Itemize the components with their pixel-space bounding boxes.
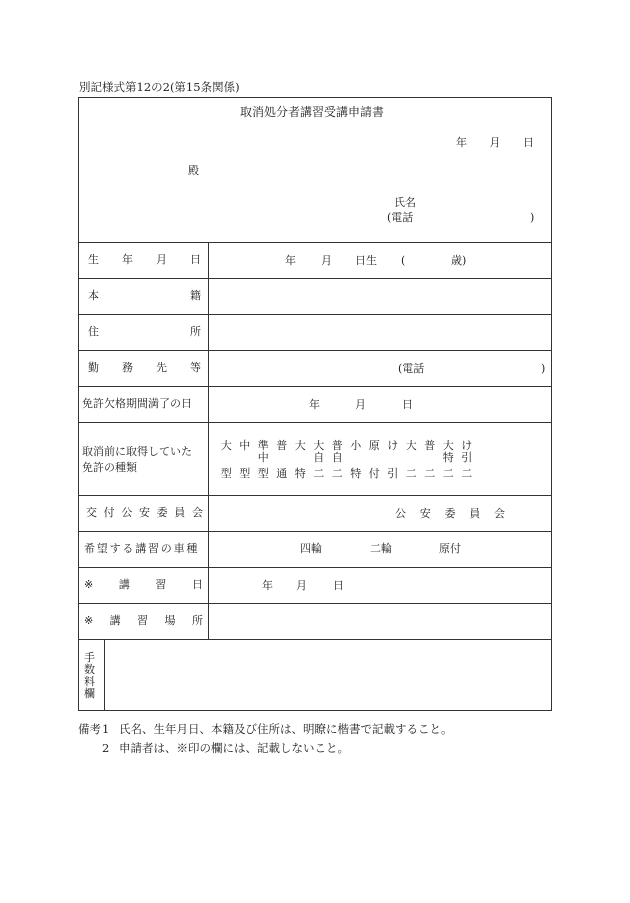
label-char: 員: [174, 506, 186, 519]
label-char: 等: [190, 361, 201, 374]
age-open: (: [401, 254, 406, 267]
label-char: 数: [84, 662, 95, 676]
label-char: 講: [118, 578, 130, 591]
domicile-label: [88, 290, 201, 301]
label-char: 交: [86, 506, 97, 519]
date-month: 月: [489, 136, 501, 149]
form-header: 別記様式第12の2(第15条関係): [79, 80, 240, 94]
workplace-phone-close: ): [541, 362, 546, 375]
notes-prefix: 備考: [78, 722, 101, 736]
license-type-list: [217, 440, 476, 480]
license-type-option[interactable]: 普 自 二: [331, 439, 343, 481]
label-char: 日: [190, 253, 201, 266]
course-day-unit: 日: [333, 579, 344, 592]
label-char: 生: [88, 253, 99, 266]
label-char: 所: [190, 325, 201, 338]
license-type-option[interactable]: 準 中 型: [257, 439, 269, 481]
date-day: 日: [523, 136, 534, 149]
disq-month-unit: 月: [355, 398, 366, 411]
course-year-unit: 年: [262, 579, 273, 592]
label-char: 勤: [88, 361, 99, 374]
license-type-option[interactable]: 大 特: [294, 439, 306, 481]
vehicle-option-2[interactable]: 二輪: [370, 542, 392, 555]
label-char: 講: [109, 614, 121, 627]
applicant-phone-close: ): [530, 211, 535, 224]
birthdate-field[interactable]: [209, 243, 551, 278]
license-type-option[interactable]: 大 自 二: [313, 439, 325, 481]
label-char: 委: [156, 506, 168, 519]
disq-year-unit: 年: [309, 398, 320, 411]
label-char: 先: [156, 361, 167, 374]
vehicle-option-1[interactable]: 四輪: [300, 542, 322, 555]
row-divider: [78, 422, 552, 423]
applicant-phone-field[interactable]: [420, 209, 528, 225]
note-text: 申請者は、※印の欄には、記載しないこと。: [119, 741, 349, 755]
license-type-option[interactable]: 原 付: [368, 439, 380, 481]
label-char: 習: [155, 578, 167, 591]
label-char: 籍: [190, 289, 201, 302]
license-type-option[interactable]: け 引: [387, 439, 399, 481]
note-text: 氏名、生年月日、本籍及び住所は、明瞭に楷書で記載すること。: [119, 722, 453, 736]
note-number: 1: [102, 722, 110, 736]
commission-field[interactable]: [209, 496, 551, 531]
label-char: 場: [164, 614, 176, 627]
birthdate-month-unit: 月: [321, 254, 332, 267]
label-char: 日: [192, 578, 203, 591]
license-type-option[interactable]: 普 通: [276, 439, 288, 481]
age-unit: 歳): [451, 254, 467, 267]
license-type-option[interactable]: 中 型: [239, 439, 251, 481]
label-char: 本: [88, 289, 99, 302]
disq-day-unit: 日: [402, 398, 413, 411]
label-char: 手: [84, 651, 95, 664]
license-type-option[interactable]: 大 特 二: [442, 439, 454, 481]
course-place-label: [84, 615, 203, 626]
license-type-option[interactable]: 小 特: [350, 439, 362, 481]
addressee-field[interactable]: [90, 162, 214, 180]
label-char: ※: [84, 578, 94, 591]
label-char: 年: [122, 253, 133, 266]
form-title: 取消処分者講習受講申請書: [240, 105, 385, 119]
birthdate-day-unit: 日生: [355, 254, 377, 267]
license-type-option[interactable]: 大 型: [220, 439, 232, 481]
applicant-name-label: 氏名: [394, 196, 416, 209]
label-char: ※: [84, 614, 94, 627]
fee-label: [84, 652, 95, 700]
commission-label: [86, 507, 203, 518]
commission-suffix: 公 安 委 員 会: [395, 507, 505, 520]
label-char: 習: [137, 614, 149, 627]
domicile-field[interactable]: [209, 279, 551, 314]
applicant-phone-open: (電話: [387, 211, 414, 224]
label-char: 所: [191, 614, 203, 627]
applicant-name-field[interactable]: [420, 193, 540, 209]
label-char: 付: [103, 506, 115, 519]
label-char: 欄: [84, 686, 95, 700]
label-char: 料: [84, 674, 95, 688]
date-year: 年: [456, 136, 467, 149]
disqualification-end-label: 免許欠格期間満了の日: [82, 397, 192, 410]
vehicle-label: 希望する講習の車種: [84, 542, 200, 555]
birthdate-label: [88, 254, 201, 265]
license-type-option[interactable]: け 引 二: [461, 439, 473, 481]
birthdate-year-unit: 年: [285, 254, 296, 267]
fee-stamp-area[interactable]: [105, 640, 551, 710]
label-char: 月: [156, 253, 167, 266]
row-divider: [78, 531, 552, 532]
vehicle-option-3[interactable]: 原付: [439, 542, 461, 555]
label-char: 会: [191, 506, 203, 519]
workplace-field[interactable]: [209, 351, 551, 386]
label-char: 住: [88, 325, 99, 338]
address-field[interactable]: [209, 315, 551, 350]
address-label: [88, 326, 201, 337]
course-date-label: [84, 579, 203, 590]
label-char: 公: [121, 506, 133, 519]
license-type-option[interactable]: 普 二: [424, 439, 436, 481]
label-char: 安: [138, 506, 150, 519]
addressee-suffix: 殿: [188, 164, 199, 177]
license-types-label-2: 免許の種類: [82, 461, 137, 474]
course-place-field[interactable]: [209, 604, 551, 639]
date-line: [456, 137, 534, 148]
label-char: 務: [122, 361, 133, 374]
course-date-field[interactable]: [209, 568, 551, 603]
disqualification-end-field[interactable]: [209, 387, 551, 422]
course-month-unit: 月: [296, 579, 307, 592]
license-types-label-1: 取消前に取得していた: [82, 445, 192, 458]
license-type-option[interactable]: 大 二: [405, 439, 417, 481]
note-number: 2: [102, 741, 110, 755]
workplace-phone-open: (電話: [398, 362, 425, 375]
workplace-label: [88, 362, 201, 373]
